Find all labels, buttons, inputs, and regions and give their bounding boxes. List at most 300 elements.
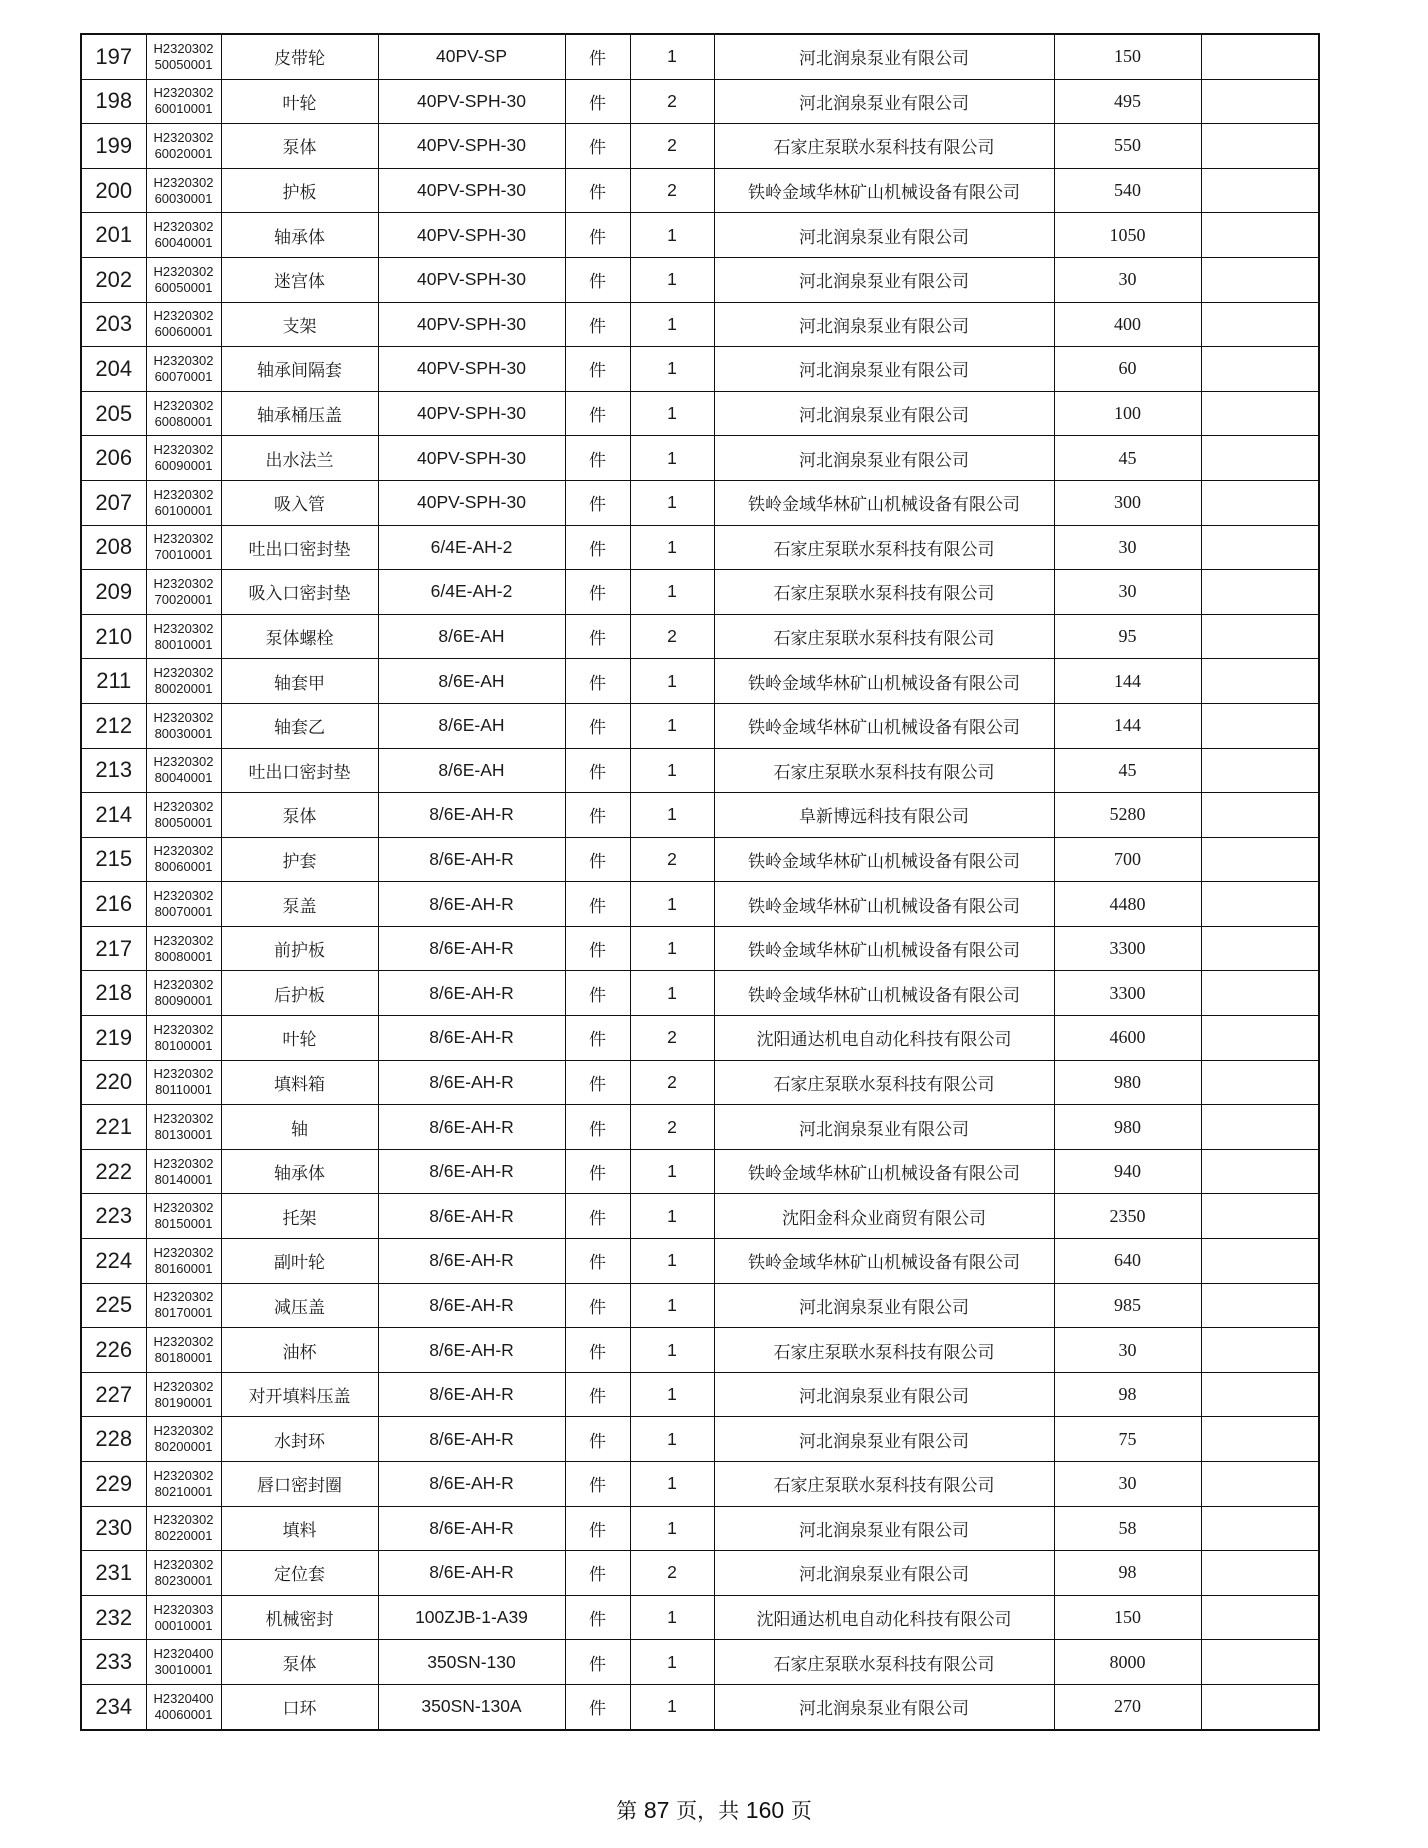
quantity-cell: 1 [630,1239,714,1284]
supplier-name-cell: 铁岭金域华林矿山机械设备有限公司 [714,971,1054,1016]
unit-cell: 件 [565,659,630,704]
material-code-line-2: 80190001 [154,1394,213,1410]
table-row [81,703,1319,748]
part-name-cell: 托架 [221,1194,378,1239]
part-model-cell: 8/6E-AH-R [378,1417,565,1462]
table-row [81,882,1319,927]
supplier-name-cell: 河北润泉泵业有限公司 [714,347,1054,392]
part-model-cell: 6/4E-AH-2 [378,525,565,570]
material-code-line-2: 80070001 [154,904,213,920]
supplier-name-cell: 沈阳通达机电自动化科技有限公司 [714,1595,1054,1640]
remark-cell [1201,1372,1319,1417]
supplier-name-cell: 石家庄泵联水泵科技有限公司 [714,1462,1054,1507]
table-row [81,1462,1319,1507]
unit-price-cell: 150 [1054,1595,1201,1640]
material-code-cell [146,1328,221,1373]
part-name-cell: 出水法兰 [221,436,378,481]
parts-table [80,33,1320,1731]
remark-cell [1201,1283,1319,1328]
part-model-cell: 8/6E-AH-R [378,1149,565,1194]
part-name-cell: 水封环 [221,1417,378,1462]
unit-cell: 件 [565,1105,630,1150]
part-model-cell: 8/6E-AH-R [378,1506,565,1551]
material-code-line-1: H2320302 [153,1556,214,1572]
table-row [81,1372,1319,1417]
remark-cell [1201,1105,1319,1150]
remark-cell [1201,1239,1319,1284]
unit-cell: 件 [565,525,630,570]
quantity-cell: 1 [630,480,714,525]
unit-price-cell: 985 [1054,1283,1201,1328]
supplier-name-cell: 石家庄泵联水泵科技有限公司 [714,614,1054,659]
quantity-cell: 1 [630,302,714,347]
row-number-cell: 207 [81,480,146,525]
material-code-line-1: H2320302 [153,798,214,814]
part-model-cell: 40PV-SPH-30 [378,480,565,525]
material-code-cell [146,525,221,570]
unit-cell: 件 [565,436,630,481]
supplier-name-cell: 石家庄泵联水泵科技有限公司 [714,748,1054,793]
part-name-cell: 吸入口密封垫 [221,570,378,615]
unit-price-cell: 98 [1054,1551,1201,1596]
part-model-cell: 100ZJB-1-A39 [378,1595,565,1640]
unit-cell: 件 [565,926,630,971]
unit-cell: 件 [565,391,630,436]
row-number-cell: 218 [81,971,146,1016]
table-row [81,1239,1319,1284]
unit-cell: 件 [565,1462,630,1507]
part-name-cell: 轴套乙 [221,703,378,748]
unit-price-cell: 1050 [1054,213,1201,258]
material-code-line-1: H2320302 [153,1512,214,1528]
remark-cell [1201,257,1319,302]
unit-price-cell: 640 [1054,1239,1201,1284]
remark-cell [1201,1016,1319,1061]
material-code-cell [146,1239,221,1284]
row-number-cell: 221 [81,1105,146,1150]
table-row [81,34,1319,79]
material-code-line-2: 80040001 [154,770,213,786]
unit-cell: 件 [565,124,630,169]
supplier-name-cell: 石家庄泵联水泵科技有限公司 [714,570,1054,615]
unit-price-cell: 58 [1054,1506,1201,1551]
part-model-cell: 40PV-SPH-30 [378,213,565,258]
remark-cell [1201,79,1319,124]
unit-price-cell: 3300 [1054,926,1201,971]
quantity-cell: 2 [630,124,714,169]
unit-price-cell: 980 [1054,1060,1201,1105]
material-code-cell [146,34,221,79]
quantity-cell: 1 [630,525,714,570]
remark-cell [1201,1417,1319,1462]
row-number-cell: 199 [81,124,146,169]
unit-price-cell: 98 [1054,1372,1201,1417]
material-code-cell [146,302,221,347]
material-code-line-1: H2320302 [153,1423,214,1439]
part-model-cell: 8/6E-AH-R [378,1328,565,1373]
table-row [81,971,1319,1016]
footer-middle: 页，共 [669,1799,746,1823]
unit-cell: 件 [565,837,630,882]
row-number-cell: 214 [81,793,146,838]
row-number-cell: 212 [81,703,146,748]
part-model-cell: 8/6E-AH-R [378,926,565,971]
material-code-line-2: 80080001 [154,948,213,964]
material-code-line-1: H2320400 [153,1690,214,1706]
unit-price-cell: 150 [1054,34,1201,79]
remark-cell [1201,302,1319,347]
material-code-cell [146,926,221,971]
part-name-cell: 泵体螺栓 [221,614,378,659]
material-code-line-1: H2320303 [153,1601,214,1617]
remark-cell [1201,1684,1319,1729]
unit-cell: 件 [565,480,630,525]
row-number-cell: 222 [81,1149,146,1194]
unit-price-cell: 400 [1054,302,1201,347]
unit-cell: 件 [565,748,630,793]
unit-price-cell: 495 [1054,79,1201,124]
supplier-name-cell: 铁岭金域华林矿山机械设备有限公司 [714,168,1054,213]
supplier-name-cell: 阜新博远科技有限公司 [714,793,1054,838]
part-model-cell: 8/6E-AH-R [378,1016,565,1061]
material-code-line-1: H2320302 [153,620,214,636]
material-code-line-2: 60030001 [154,190,213,206]
material-code-line-2: 80110001 [155,1082,212,1098]
unit-price-cell: 144 [1054,703,1201,748]
material-code-cell [146,1149,221,1194]
unit-price-cell: 8000 [1054,1640,1201,1685]
remark-cell [1201,1194,1319,1239]
row-number-cell: 233 [81,1640,146,1685]
part-name-cell: 减压盖 [221,1283,378,1328]
quantity-cell: 1 [630,748,714,793]
part-name-cell: 轴承桶压盖 [221,391,378,436]
supplier-name-cell: 河北润泉泵业有限公司 [714,1551,1054,1596]
remark-cell [1201,926,1319,971]
supplier-name-cell: 石家庄泵联水泵科技有限公司 [714,1328,1054,1373]
unit-cell: 件 [565,1640,630,1685]
row-number-cell: 213 [81,748,146,793]
quantity-cell: 1 [630,1595,714,1640]
quantity-cell: 1 [630,1417,714,1462]
row-number-cell: 228 [81,1417,146,1462]
quantity-cell: 1 [630,703,714,748]
supplier-name-cell: 河北润泉泵业有限公司 [714,34,1054,79]
material-code-line-1: H2320302 [153,1111,214,1127]
table-row [81,1684,1319,1729]
unit-cell: 件 [565,302,630,347]
part-model-cell: 8/6E-AH-R [378,1551,565,1596]
unit-cell: 件 [565,1595,630,1640]
part-name-cell: 泵体 [221,793,378,838]
row-number-cell: 206 [81,436,146,481]
part-name-cell: 定位套 [221,1551,378,1596]
quantity-cell: 1 [630,1149,714,1194]
unit-cell: 件 [565,1239,630,1284]
unit-cell: 件 [565,347,630,392]
row-number-cell: 208 [81,525,146,570]
material-code-cell [146,124,221,169]
part-name-cell: 叶轮 [221,79,378,124]
unit-price-cell: 4480 [1054,882,1201,927]
part-name-cell: 轴 [221,1105,378,1150]
material-code-line-2: 80100001 [154,1037,213,1053]
material-code-cell [146,793,221,838]
part-model-cell: 8/6E-AH-R [378,1283,565,1328]
material-code-cell [146,1595,221,1640]
material-code-line-2: 80090001 [154,993,213,1009]
supplier-name-cell: 河北润泉泵业有限公司 [714,1506,1054,1551]
unit-cell: 件 [565,1016,630,1061]
unit-price-cell: 75 [1054,1417,1201,1462]
part-name-cell: 护板 [221,168,378,213]
quantity-cell: 1 [630,659,714,704]
supplier-name-cell: 石家庄泵联水泵科技有限公司 [714,124,1054,169]
material-code-cell [146,659,221,704]
remark-cell [1201,703,1319,748]
table-row [81,1149,1319,1194]
part-model-cell: 40PV-SPH-30 [378,257,565,302]
material-code-line-1: H2320302 [153,575,214,591]
unit-cell: 件 [565,34,630,79]
row-number-cell: 202 [81,257,146,302]
material-code-cell [146,882,221,927]
material-code-line-2: 80220001 [154,1528,213,1544]
material-code-line-2: 60080001 [154,413,213,429]
part-name-cell: 口环 [221,1684,378,1729]
material-code-cell [146,391,221,436]
material-code-line-1: H2320302 [153,486,214,502]
row-number-cell: 211 [81,659,146,704]
material-code-cell [146,1462,221,1507]
remark-cell [1201,614,1319,659]
material-code-cell [146,748,221,793]
part-name-cell: 轴承体 [221,213,378,258]
quantity-cell: 1 [630,1462,714,1507]
part-name-cell: 叶轮 [221,1016,378,1061]
material-code-line-1: H2320302 [153,352,214,368]
material-code-line-2: 80180001 [154,1350,213,1366]
supplier-name-cell: 沈阳通达机电自动化科技有限公司 [714,1016,1054,1061]
quantity-cell: 2 [630,1551,714,1596]
remark-cell [1201,1462,1319,1507]
table-row [81,570,1319,615]
remark-cell [1201,1149,1319,1194]
current-page-number: 87 [643,1797,670,1823]
table-row [81,436,1319,481]
remark-cell [1201,1506,1319,1551]
table-row [81,614,1319,659]
material-code-line-2: 40060001 [154,1706,213,1722]
unit-cell: 件 [565,1551,630,1596]
quantity-cell: 2 [630,168,714,213]
material-code-line-2: 80200001 [154,1439,213,1455]
part-name-cell: 支架 [221,302,378,347]
material-code-line-2: 80160001 [154,1260,213,1276]
material-code-line-1: H2320302 [153,888,214,904]
unit-price-cell: 100 [1054,391,1201,436]
part-name-cell: 泵体 [221,124,378,169]
part-name-cell: 填料箱 [221,1060,378,1105]
material-code-cell [146,257,221,302]
row-number-cell: 209 [81,570,146,615]
material-code-line-2: 80060001 [154,859,213,875]
unit-cell: 件 [565,882,630,927]
part-model-cell: 8/6E-AH-R [378,1462,565,1507]
row-number-cell: 229 [81,1462,146,1507]
quantity-cell: 2 [630,1016,714,1061]
row-number-cell: 225 [81,1283,146,1328]
row-number-cell: 203 [81,302,146,347]
material-code-cell [146,1372,221,1417]
row-number-cell: 232 [81,1595,146,1640]
material-code-line-1: H2320302 [153,1200,214,1216]
material-code-line-1: H2320302 [153,129,214,145]
row-number-cell: 201 [81,213,146,258]
quantity-cell: 1 [630,391,714,436]
unit-price-cell: 2350 [1054,1194,1201,1239]
material-code-line-2: 00010001 [154,1617,213,1633]
material-code-cell [146,1283,221,1328]
material-code-line-2: 80140001 [154,1171,213,1187]
material-code-line-1: H2320302 [153,709,214,725]
part-name-cell: 皮带轮 [221,34,378,79]
material-code-cell [146,1551,221,1596]
material-code-line-1: H2320302 [153,754,214,770]
table-row [81,391,1319,436]
material-code-cell [146,971,221,1016]
part-name-cell: 前护板 [221,926,378,971]
material-code-line-2: 60050001 [154,279,213,295]
supplier-name-cell: 铁岭金域华林矿山机械设备有限公司 [714,480,1054,525]
material-code-line-1: H2320302 [153,1021,214,1037]
table-row [81,926,1319,971]
supplier-name-cell: 河北润泉泵业有限公司 [714,1417,1054,1462]
part-model-cell: 40PV-SPH-30 [378,436,565,481]
supplier-name-cell: 河北润泉泵业有限公司 [714,1283,1054,1328]
remark-cell [1201,480,1319,525]
table-row [81,793,1319,838]
material-code-line-2: 60100001 [154,502,213,518]
part-name-cell: 副叶轮 [221,1239,378,1284]
part-name-cell: 泵体 [221,1640,378,1685]
remark-cell [1201,1595,1319,1640]
part-model-cell: 8/6E-AH-R [378,1060,565,1105]
material-code-line-2: 60040001 [154,235,213,251]
unit-price-cell: 30 [1054,570,1201,615]
table-row [81,1506,1319,1551]
part-model-cell: 40PV-SPH-30 [378,79,565,124]
table-row [81,302,1319,347]
material-code-line-1: H2320302 [153,219,214,235]
quantity-cell: 1 [630,1506,714,1551]
remark-cell [1201,124,1319,169]
unit-cell: 件 [565,1328,630,1373]
row-number-cell: 227 [81,1372,146,1417]
unit-cell: 件 [565,971,630,1016]
table-body [81,34,1319,1730]
table-row [81,1328,1319,1373]
quantity-cell: 1 [630,436,714,481]
part-model-cell: 350SN-130A [378,1684,565,1729]
unit-cell: 件 [565,1506,630,1551]
material-code-line-1: H2320302 [153,1289,214,1305]
quantity-cell: 2 [630,614,714,659]
unit-cell: 件 [565,793,630,838]
supplier-name-cell: 河北润泉泵业有限公司 [714,1684,1054,1729]
part-model-cell: 8/6E-AH-R [378,1194,565,1239]
table-row [81,1060,1319,1105]
part-model-cell: 8/6E-AH-R [378,837,565,882]
part-model-cell: 40PV-SPH-30 [378,168,565,213]
footer-prefix: 第 [616,1799,644,1823]
material-code-cell [146,1194,221,1239]
part-model-cell: 350SN-130 [378,1640,565,1685]
table-row [81,837,1319,882]
material-code-cell [146,1684,221,1729]
part-name-cell: 吸入管 [221,480,378,525]
material-code-line-2: 60010001 [154,101,213,117]
unit-price-cell: 60 [1054,347,1201,392]
material-code-cell [146,480,221,525]
supplier-name-cell: 河北润泉泵业有限公司 [714,391,1054,436]
remark-cell [1201,168,1319,213]
supplier-name-cell: 河北润泉泵业有限公司 [714,302,1054,347]
row-number-cell: 215 [81,837,146,882]
remark-cell [1201,1640,1319,1685]
material-code-line-2: 60060001 [154,324,213,340]
table-row [81,1283,1319,1328]
part-model-cell: 8/6E-AH [378,748,565,793]
part-model-cell: 8/6E-AH-R [378,1372,565,1417]
part-name-cell: 轴承间隔套 [221,347,378,392]
material-code-line-2: 70020001 [154,591,213,607]
part-model-cell: 40PV-SPH-30 [378,347,565,392]
row-number-cell: 200 [81,168,146,213]
table-row [81,1105,1319,1150]
part-model-cell: 8/6E-AH-R [378,1105,565,1150]
material-code-line-2: 80010001 [154,636,213,652]
quantity-cell: 1 [630,257,714,302]
material-code-line-1: H2320302 [153,40,214,56]
quantity-cell: 1 [630,793,714,838]
material-code-cell [146,1640,221,1685]
supplier-name-cell: 铁岭金域华林矿山机械设备有限公司 [714,926,1054,971]
row-number-cell: 224 [81,1239,146,1284]
unit-cell: 件 [565,614,630,659]
part-model-cell: 8/6E-AH-R [378,971,565,1016]
material-code-line-1: H2320302 [153,665,214,681]
remark-cell [1201,1060,1319,1105]
row-number-cell: 226 [81,1328,146,1373]
unit-price-cell: 30 [1054,525,1201,570]
remark-cell [1201,659,1319,704]
table-row [81,1595,1319,1640]
material-code-cell [146,614,221,659]
unit-cell: 件 [565,1372,630,1417]
table-row [81,525,1319,570]
supplier-name-cell: 河北润泉泵业有限公司 [714,79,1054,124]
table-row [81,748,1319,793]
unit-price-cell: 4600 [1054,1016,1201,1061]
material-code-cell [146,837,221,882]
material-code-cell [146,1506,221,1551]
part-model-cell: 8/6E-AH-R [378,793,565,838]
material-code-line-1: H2320400 [153,1646,214,1662]
material-code-line-2: 80170001 [154,1305,213,1321]
row-number-cell: 220 [81,1060,146,1105]
row-number-cell: 204 [81,347,146,392]
